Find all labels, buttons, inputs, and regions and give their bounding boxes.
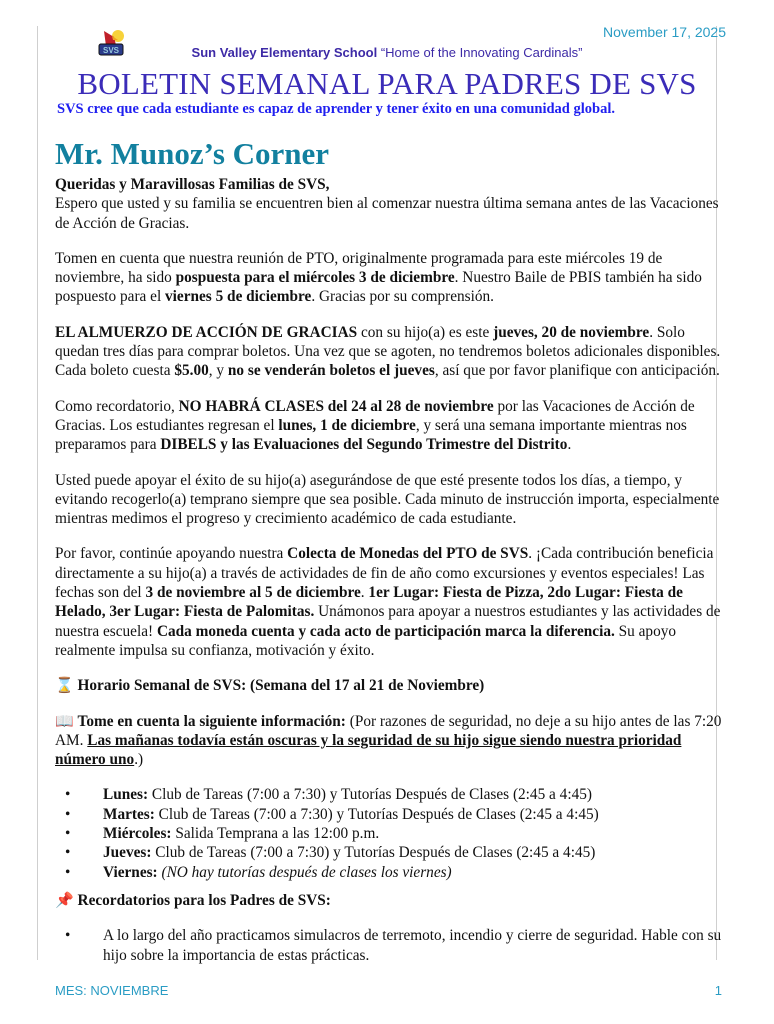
bold-text: 3 de noviembre al 5 de diciembre: [145, 584, 361, 602]
page-number: 1: [714, 983, 722, 998]
text: Unámonos para apoyar a nuestros estudiantes y las actividades de nuestra escuela!: [55, 603, 721, 640]
text: , y: [208, 362, 228, 380]
text: Como recordatorio,: [55, 397, 179, 415]
day-label: Miércoles:: [103, 825, 172, 843]
schedule-heading: Horario Semanal de SVS: (Semana del 17 al 21 de Noviembre): [77, 677, 485, 695]
paragraph: [55, 471, 723, 529]
reminders-list: [55, 926, 723, 965]
bold-text: NO HABRÁ CLASES del 24 al 28 de noviembre: [178, 397, 494, 415]
bold-text: 1er Lugar: Fiesta de Pizza, 2do Lugar: Fiesta de Helado, 3er Lugar: Fiesta de Palomitas.: [55, 584, 683, 621]
text: , y será una semana importante mientras nos preparamos para: [55, 416, 687, 454]
footer-month: MES: NOVIEMBRE: [55, 983, 169, 998]
day-schedule: Salida Temprana a las 12:00 p.m.: [171, 825, 380, 843]
paragraph: [55, 323, 723, 381]
bold-text: no se venderán boletos el jueves: [227, 362, 435, 380]
bold-text: lunes, 1 de diciembre: [278, 416, 416, 434]
paragraph: [55, 249, 723, 307]
text: .: [567, 436, 572, 454]
paragraph: [55, 194, 723, 233]
bold-text: Cada moneda cuenta y cada acto de participación marca la diferencia.: [156, 622, 615, 640]
text: Tomen en cuenta que nuestra reunión de PTO, originalmente programada para este miércoles 19 de noviembre, ha sido: [55, 249, 663, 287]
section-heading-corner: Mr. Munoz’s Corner: [55, 136, 330, 171]
text: (Por razones de seguridad, no deje a su hijo antes de las 7:20 AM.: [55, 712, 722, 749]
text: Usted puede apoyar el éxito de su hijo(a) asegurándose de que esté presente todos los días, a tiempo, y evitando recogerlo(a) temprano siempre que sea posible. Cada minuto de instrucción importa, especialmente mientras medimos el progreso y crecimiento académico de cada estudiante.: [55, 471, 720, 528]
svg-text:SVS: SVS: [102, 46, 120, 55]
day-label: Martes:: [103, 805, 155, 823]
text: Por favor, continúe apoyando nuestra: [55, 545, 288, 563]
day-label: Jueves:: [103, 844, 152, 862]
school-name: Sun Valley Elementary School: [191, 45, 378, 60]
text: Su apoyo realmente impulsa su confianza, motivación y éxito.: [55, 622, 677, 659]
text: . ¡Cada contribución beneficia directamente a su hijo(a) a través de actividades de fin de año como excursiones y eventos especiales! Las fechas son del: [55, 545, 714, 602]
bold-text: Las mañanas todavía están oscuras y la seguridad de su hijo sigue siendo nuestra prioridad número uno: [55, 731, 682, 769]
text: . Gracias por su comprensión.: [311, 288, 494, 306]
schedule-item: [55, 805, 723, 824]
page-border-left: [37, 26, 38, 960]
text: con su hijo(a) es este: [357, 323, 494, 341]
day-label: Lunes:: [103, 786, 149, 804]
bold-text: DIBELS y las Evaluaciones del Segundo Trimestre del Distrito: [160, 436, 568, 454]
schedule-list: [55, 785, 723, 881]
paragraph: [55, 397, 723, 455]
schedule-item: [55, 843, 723, 862]
text: . Nuestro Baile de PBIS también ha sido pospuesto para el: [55, 269, 702, 306]
newsletter-title: BOLETIN SEMANAL PARA PADRES DE SVS: [77, 66, 697, 101]
bold-text: Colecta de Monedas del PTO de SVS: [287, 545, 529, 563]
day-schedule: Club de Tareas (7:00 a 7:30) y Tutorías Después de Clases (2:45 a 4:45): [154, 805, 599, 823]
day-schedule: Club de Tareas (7:00 a 7:30) y Tutorías Después de Clases (2:45 a 4:45): [148, 786, 592, 804]
text: Espero que usted y su familia se encuentren bien al comenzar nuestra última semana antes de las Vacaciones de Acción de Gracias.: [55, 195, 719, 232]
letter-body: [55, 175, 723, 965]
schedule-note: [55, 712, 723, 770]
greeting: Queridas y Maravillosas Familias de SVS,: [55, 176, 330, 193]
school-motto: SVS cree que cada estudiante es capaz de aprender y tener éxito en una comunidad global.: [57, 101, 615, 117]
text: , así que por favor planifique con anticipación.: [434, 362, 720, 380]
reminders-heading: Recordatorios para los Padres de SVS:: [77, 891, 331, 909]
bold-text: viernes 5 de diciembre: [165, 288, 312, 306]
schedule-item: [55, 824, 723, 843]
text: .: [360, 584, 369, 602]
schedule-item: [55, 863, 723, 882]
reminder-item: • A lo largo del año practicamos simulacros de terremoto, incendio y cierre de seguridad. Hable con su hijo sobre la importancia de estas prácticas.: [55, 926, 723, 965]
text: . Solo quedan tres días para comprar boletos. Una vez que se agoten, no tendremos boletos adicionales disponibles. Cada boleto cuesta: [55, 323, 721, 380]
bold-text: jueves, 20 de noviembre: [493, 323, 650, 341]
text: .): [134, 751, 144, 769]
day-label: Viernes:: [103, 863, 158, 881]
newsletter-date: November 17, 2025: [603, 24, 726, 40]
bold-text: $5.00: [174, 362, 209, 380]
hourglass-icon: ⌛: [55, 676, 74, 695]
pushpin-icon: 📌: [55, 890, 74, 909]
day-schedule: (NO hay tutorías después de clases los viernes): [157, 863, 452, 881]
bold-text: Tome en cuenta la siguiente información:: [77, 712, 346, 730]
day-schedule: Club de Tareas (7:00 a 7:30) y Tutorías Después de Clases (2:45 a 4:45): [151, 844, 596, 862]
bold-text: pospuesta para el miércoles 3 de diciembre: [175, 269, 455, 287]
bold-text: EL ALMUERZO DE ACCIÓN DE GRACIAS: [55, 323, 358, 341]
paragraph: [55, 544, 723, 660]
school-line: [0, 45, 774, 60]
schedule-item: [55, 785, 723, 804]
book-icon: 📖: [55, 711, 74, 730]
text: por las Vacaciones de Acción de Gracias. Los estudiantes regresan el: [55, 397, 695, 434]
school-tagline: “Home of the Innovating Cardinals”: [380, 45, 583, 60]
